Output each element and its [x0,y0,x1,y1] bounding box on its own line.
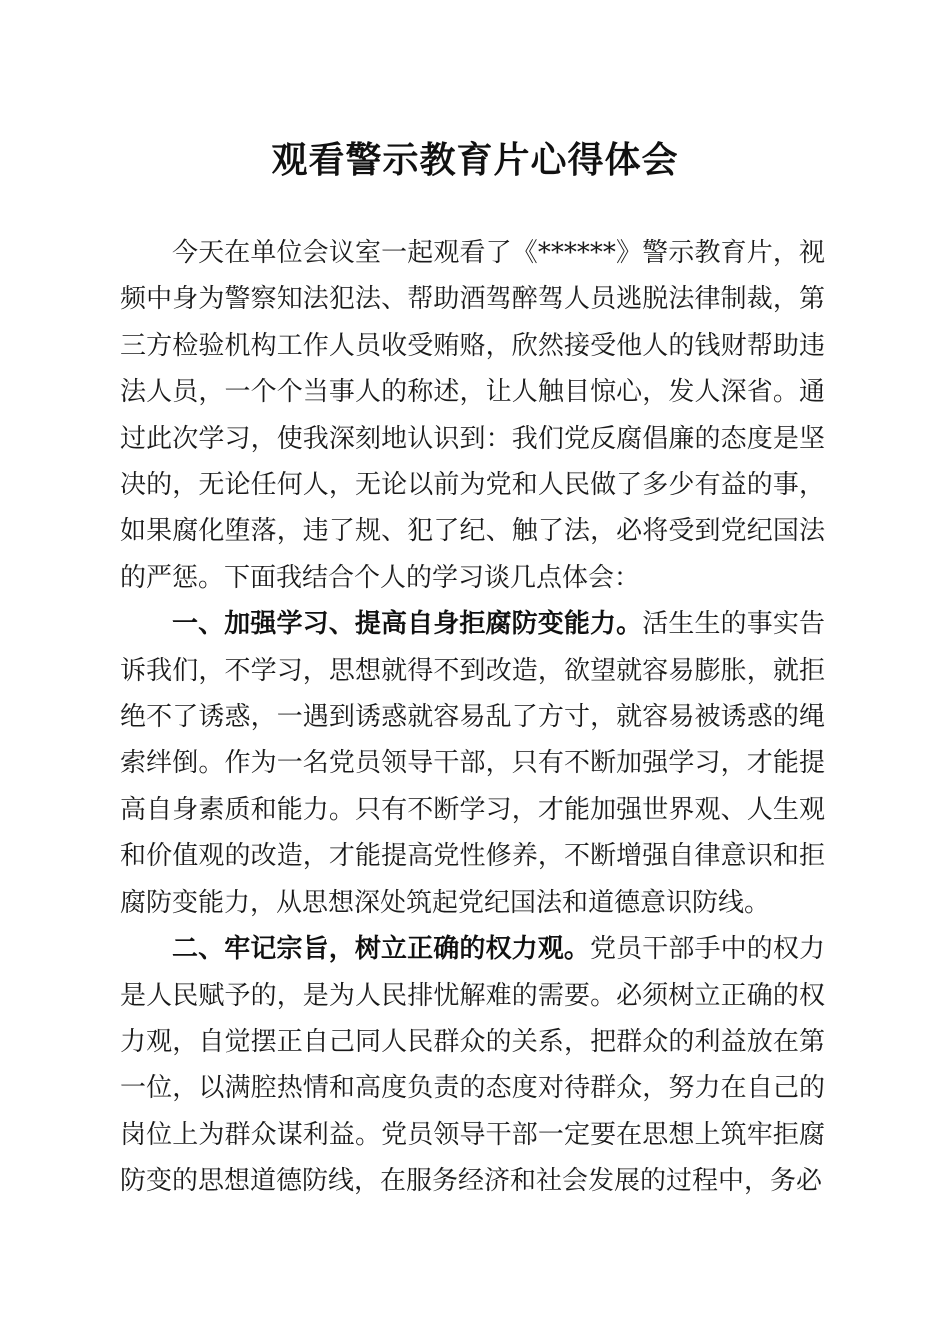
page-title: 观看警示教育片心得体会 [271,139,679,181]
document-body [120,230,825,1205]
section-text-1: 活生生的事实告诉我们，不学习，思想就得不到改造，欲望就容易膨胀，就拒绝不了诱惑，一遇到诱惑就容易乱了方寸，就容易被诱惑的绳索绊倒。作为一名党员领导干部，只有不断加强学习，才能提高自身素质和能力。只有不断学习，才能加强世界观、人生观和价值观的改造，才能提高党性修养，不断增强自律意识和拒腐防变能力，从思想深处筑起党纪国法和道德意识防线。 [120,609,825,918]
section-paragraph-2 [120,926,825,1204]
section-paragraph-1 [120,601,825,926]
intro-paragraph: 今天在单位会议室一起观看了《******》警示教育片，视频中身为警察知法犯法、帮助酒驾醉驾人员逃脱法律制裁，第三方检验机构工作人员收受贿赂，欣然接受他人的钱财帮助违法人员，一个个当事人的称述，让人触目惊心，发人深省。通过此次学习，使我深刻地认识到：我们党反腐倡廉的态度是坚决的，无论任何人，无论以前为党和人民做了多少有益的事，如果腐化堕落，违了规、犯了纪、触了法，必将受到党纪国法的严惩。下面我结合个人的学习谈几点体会： [120,238,825,593]
section-heading-1: 一、加强学习、提高自身拒腐防变能力。 [172,609,643,640]
section-heading-2: 二、牢记宗旨，树立正确的权力观。 [172,934,590,965]
section-text-2: 党员干部手中的权力是人民赋予的，是为人民排忧解难的需要。必须树立正确的权力观，自觉摆正自己同人民群众的关系，把群众的利益放在第一位，以满腔热情和高度负责的态度对待群众，努力在自己的岗位上为群众谋利益。党员领导干部一定要在思想上筑牢拒腐防变的思想道德防线，在服务经济和社会发展的过程中，务必 [120,934,825,1197]
